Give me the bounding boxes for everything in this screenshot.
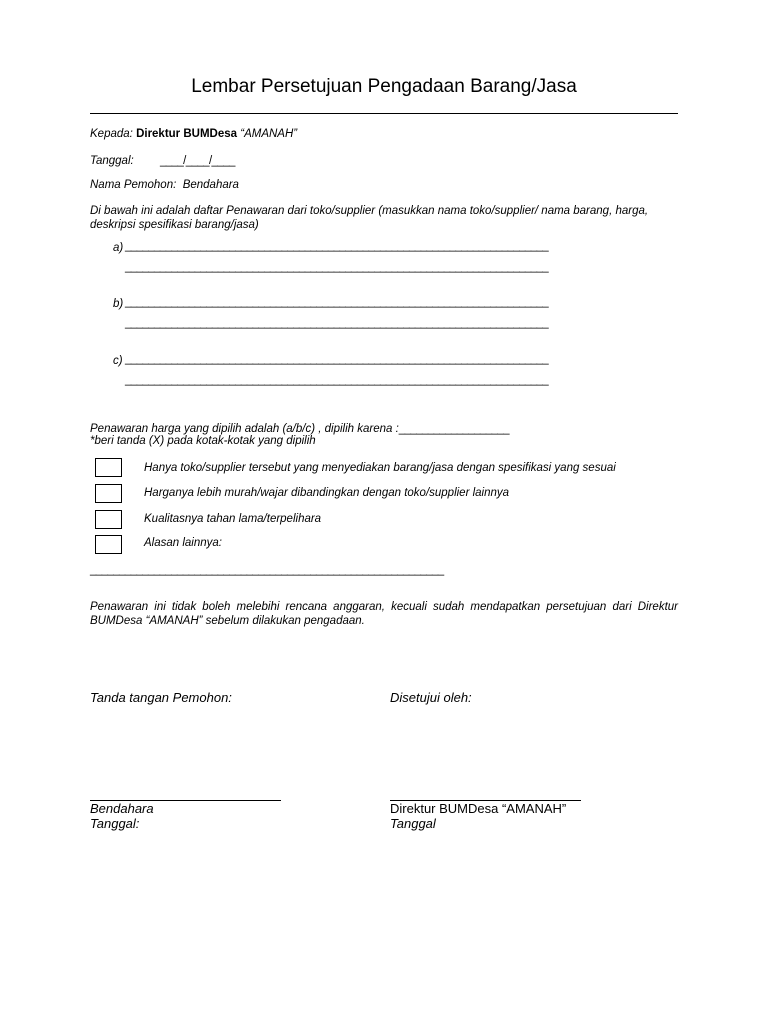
- approver-signature-name: Direktur BUMDesa “AMANAH”: [390, 801, 567, 816]
- chosen-reason-field[interactable]: ___________________: [398, 423, 509, 435]
- recipient-line: [90, 128, 297, 140]
- offer-a-line-1[interactable]: _________________________________________________________________________: [125, 240, 549, 252]
- offer-a-label: a): [113, 242, 124, 254]
- reason-checkbox-3[interactable]: [95, 510, 122, 529]
- reason-label-1: Hanya toko/supplier tersebut yang menyediakan barang/jasa dengan spesifikasi yang sesuai: [144, 462, 616, 474]
- budget-disclaimer: Penawaran ini tidak boleh melebihi rencana anggaran, kecuali sudah mendapatkan persetujuan dari Direktur BUMDesa “AMANAH” sebelum dilakukan pengadaan.: [90, 601, 678, 627]
- title-divider: [90, 113, 678, 114]
- form-title: Lembar Persetujuan Pengadaan Barang/Jasa: [191, 76, 577, 97]
- offer-b-label: b): [113, 298, 124, 310]
- recipient-org: “AMANAH”: [240, 128, 298, 140]
- applicant-signature-heading: Tanda tangan Pemohon:: [90, 690, 232, 705]
- applicant-signature-date: Tanggal:: [90, 816, 140, 831]
- applicant-signature-name: Bendahara: [90, 801, 154, 816]
- offer-b-line-1[interactable]: _________________________________________________________________________: [125, 296, 549, 308]
- recipient-name: Direktur BUMDesa: [136, 128, 238, 140]
- date-label: Tanggal:: [90, 155, 134, 167]
- offer-b-line-2[interactable]: _________________________________________________________________________: [125, 317, 549, 329]
- offer-c-line-1[interactable]: _________________________________________________________________________: [125, 353, 549, 365]
- offers-instructions: Di bawah ini adalah daftar Penawaran dari toko/supplier (masukkan nama toko/supplier/ nama barang, harga, deskripsi spesifikasi barang/jasa): [90, 205, 649, 231]
- offer-c-label: c): [113, 355, 123, 367]
- reason-label-4: Alasan lainnya:: [144, 537, 222, 549]
- reason-label-3: Kualitasnya tahan lama/terpelihara: [144, 513, 322, 525]
- applicant-label: Nama Pemohon:: [90, 179, 177, 191]
- recipient-label: Kepada:: [90, 128, 133, 140]
- reason-label-2: Harganya lebih murah/wajar dibandingkan dengan toko/supplier lainnya: [144, 487, 510, 499]
- date-field[interactable]: ____/____/____: [160, 155, 235, 167]
- applicant-value: Bendahara: [182, 179, 239, 191]
- checkbox-note: *beri tanda (X) pada kotak-kotak yang dipilih: [90, 435, 316, 447]
- offer-a-line-2[interactable]: _________________________________________________________________________: [125, 261, 549, 273]
- reason-checkbox-2[interactable]: [95, 484, 122, 503]
- reason-checkbox-4[interactable]: [95, 535, 122, 554]
- offer-c-line-2[interactable]: _________________________________________________________________________: [125, 374, 549, 386]
- approver-signature-heading: Disetujui oleh:: [390, 690, 472, 705]
- applicant-line: [90, 179, 239, 191]
- chosen-offer-text: Penawaran harga yang dipilih adalah (a/b/c) , dipilih karena :: [90, 423, 399, 435]
- other-reason-field[interactable]: _____________________________________________________________: [90, 564, 444, 576]
- approver-signature-date: Tanggal: [390, 816, 436, 831]
- chosen-offer-line: [90, 423, 509, 435]
- reason-checkbox-1[interactable]: [95, 458, 122, 477]
